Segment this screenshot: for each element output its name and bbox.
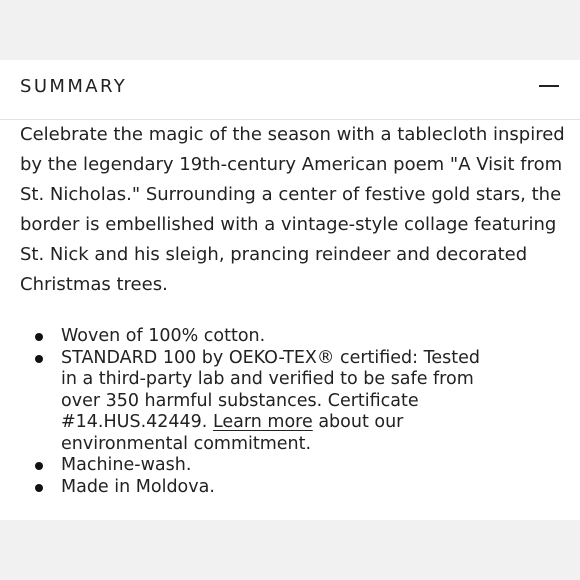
bullet-icon [35,462,43,470]
bullet-icon [35,333,43,341]
feature-text: STANDARD 100 by OEKO-TEX® certified: Tested in a third-party lab and verified to be safe from over 350 harmful substances. Certificate #14.HUS.42449. [61,347,480,432]
learn-more-link[interactable]: Learn more [212,412,313,432]
feature-list [20,326,568,498]
feature-text: Woven of 100% cotton. [61,326,266,346]
list-item [20,348,568,456]
feature-text-continued: about our environmental commitment. [61,412,404,454]
product-description: Celebrate the magic of the season with a tablecloth inspired by the legendary 19th-century American poem "A Visit from St. Nicholas." Surrounding a center of festive gold stars, the border is embellished with a vintage-style collage featuring St. Nick and his sleigh, prancing reindeer and decorated Christmas trees. [20,124,565,295]
list-item [20,477,568,499]
list-item [20,455,568,477]
summary-title: SUMMARY [20,75,128,97]
summary-header[interactable] [20,72,560,100]
feature-text: Machine-wash. [61,455,192,475]
list-item [20,326,568,348]
bullet-icon [35,355,43,363]
summary-panel [0,60,580,520]
minus-icon[interactable] [539,85,559,87]
feature-text: Made in Moldova. [61,476,215,497]
bullet-icon [35,484,43,492]
